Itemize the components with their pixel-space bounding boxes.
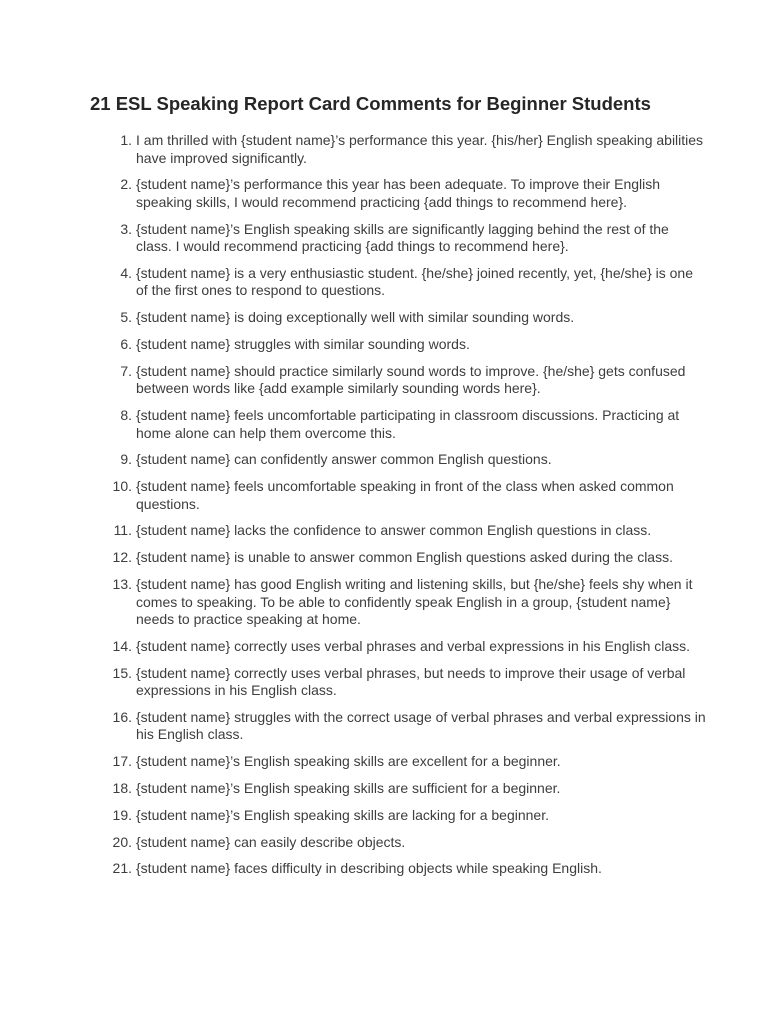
list-item xyxy=(90,549,708,567)
list-item xyxy=(90,780,708,798)
list-item-number-wrap xyxy=(90,363,136,398)
list-item xyxy=(90,638,708,656)
list-item xyxy=(90,709,708,744)
list-item xyxy=(90,309,708,327)
list-item-number: 16. xyxy=(112,708,132,725)
list-item-number: 5. xyxy=(120,309,132,326)
list-item-number: 20. xyxy=(112,833,132,850)
list-item-number: 4. xyxy=(120,264,132,281)
list-item-text: {student name} can easily describe objects. xyxy=(136,833,406,850)
list-item-number: 13. xyxy=(112,576,132,593)
list-item xyxy=(90,451,708,469)
list-item xyxy=(90,478,708,513)
list-item-number-wrap xyxy=(90,860,136,878)
list-item-number: 14. xyxy=(112,637,132,654)
list-item-text: {student name} is doing exceptionally well with similar sounding words. xyxy=(136,309,575,326)
list-item-number: 3. xyxy=(120,220,132,237)
document-title: 21 ESL Speaking Report Card Comments for Beginner Students xyxy=(90,93,651,114)
list-item-text: {student name} correctly uses verbal phrases, but needs to improve their usage of verbal expressions in his English class. xyxy=(136,664,686,699)
list-item-text: {student name} correctly uses verbal phrases and verbal expressions in his English class. xyxy=(136,637,691,654)
list-item xyxy=(90,665,708,700)
list-item-number: 1. xyxy=(120,132,132,148)
list-item-number-wrap xyxy=(90,478,136,513)
list-item-number-wrap xyxy=(90,834,136,852)
list-item-number: 9. xyxy=(120,451,132,468)
list-item xyxy=(90,363,708,398)
list-item xyxy=(90,336,708,354)
list-item-number-wrap xyxy=(90,665,136,700)
list-item-text: {student name} is unable to answer common English questions asked during the class. xyxy=(136,549,673,566)
list-item-number: 21. xyxy=(112,860,132,877)
list-item-text: {student name} feels uncomfortable speaking in front of the class when asked common questions. xyxy=(136,478,674,512)
list-item xyxy=(90,221,708,256)
list-item-number-wrap xyxy=(90,522,136,540)
list-item xyxy=(90,176,708,211)
list-item-number-wrap xyxy=(90,549,136,567)
list-item-number: 2. xyxy=(120,176,132,193)
list-item-number: 8. xyxy=(120,407,132,424)
list-item xyxy=(90,834,708,852)
list-item-number: 7. xyxy=(120,362,132,379)
list-item-number: 19. xyxy=(112,806,132,823)
list-item-number: 10. xyxy=(112,478,132,495)
list-item-text: {student name}’s performance this year has been adequate. To improve their English speaking skills, I would recommend practicing {add things to recommend here}. xyxy=(136,176,661,210)
list-item-number-wrap xyxy=(90,309,136,327)
list-item-number-wrap xyxy=(90,407,136,442)
list-item-text: {student name} faces difficulty in describing objects while speaking English. xyxy=(136,860,602,877)
list-item-text: I am thrilled with {student name}’s performance this year. {his/her} English speaking abilities have improved significantly. xyxy=(136,132,704,166)
list-item-number: 17. xyxy=(112,753,132,770)
list-item-number-wrap xyxy=(90,132,136,167)
list-item-number: 15. xyxy=(112,664,132,681)
list-item xyxy=(90,807,708,825)
list-item-text: {student name}’s English speaking skills are significantly lagging behind the rest of the class. I would recommend practicing {add things to recommend here}. xyxy=(136,220,669,255)
list-item-text: {student name} feels uncomfortable participating in classroom discussions. Practicing at home alone can help them overcome this. xyxy=(136,407,680,441)
list-item-number-wrap xyxy=(90,265,136,300)
list-item-number-wrap xyxy=(90,753,136,771)
list-item-text: {student name} has good English writing and listening skills, but {he/she} feels shy when it comes to speaking. To be able to confidently speak English in a group, {student name} needs to practice speaking at home. xyxy=(136,576,693,628)
list-item-text: {student name} can confidently answer common English questions. xyxy=(136,451,552,468)
list-item-number: 11. xyxy=(113,522,132,539)
list-item-number-wrap xyxy=(90,780,136,798)
list-item-number-wrap xyxy=(90,807,136,825)
list-item-number-wrap xyxy=(90,176,136,211)
list-item xyxy=(90,132,708,167)
list-item-text: {student name}’s English speaking skills are sufficient for a beginner. xyxy=(136,780,561,797)
comment-list xyxy=(90,132,708,878)
list-item-text: {student name} lacks the confidence to answer common English questions in class. xyxy=(136,522,652,539)
list-item-number-wrap xyxy=(90,576,136,629)
list-item xyxy=(90,522,708,540)
list-item-number-wrap xyxy=(90,638,136,656)
list-item xyxy=(90,753,708,771)
list-item-number: 12. xyxy=(112,549,132,566)
list-item xyxy=(90,860,708,878)
list-item-number: 6. xyxy=(120,335,132,352)
list-item-number-wrap xyxy=(90,221,136,256)
list-item xyxy=(90,407,708,442)
list-item-number-wrap xyxy=(90,336,136,354)
list-item xyxy=(90,576,708,629)
list-item-text: {student name} struggles with similar sounding words. xyxy=(136,335,470,352)
list-item-number-wrap xyxy=(90,709,136,744)
list-item-number: 18. xyxy=(112,780,132,797)
list-item-text: {student name} struggles with the correct usage of verbal phrases and verbal expressions in his English class. xyxy=(136,708,706,743)
list-item xyxy=(90,265,708,300)
list-item-text: {student name}’s English speaking skills are lacking for a beginner. xyxy=(136,806,549,823)
list-item-text: {student name} is a very enthusiastic student. {he/she} joined recently, yet, {he/she} is one of the first ones to respond to questions. xyxy=(136,264,693,299)
list-item-text: {student name} should practice similarly sound words to improve. {he/she} gets confused between words like {add example similarly sounding words here}. xyxy=(136,362,686,397)
list-item-number-wrap xyxy=(90,451,136,469)
list-item-text: {student name}’s English speaking skills are excellent for a beginner. xyxy=(136,753,561,770)
